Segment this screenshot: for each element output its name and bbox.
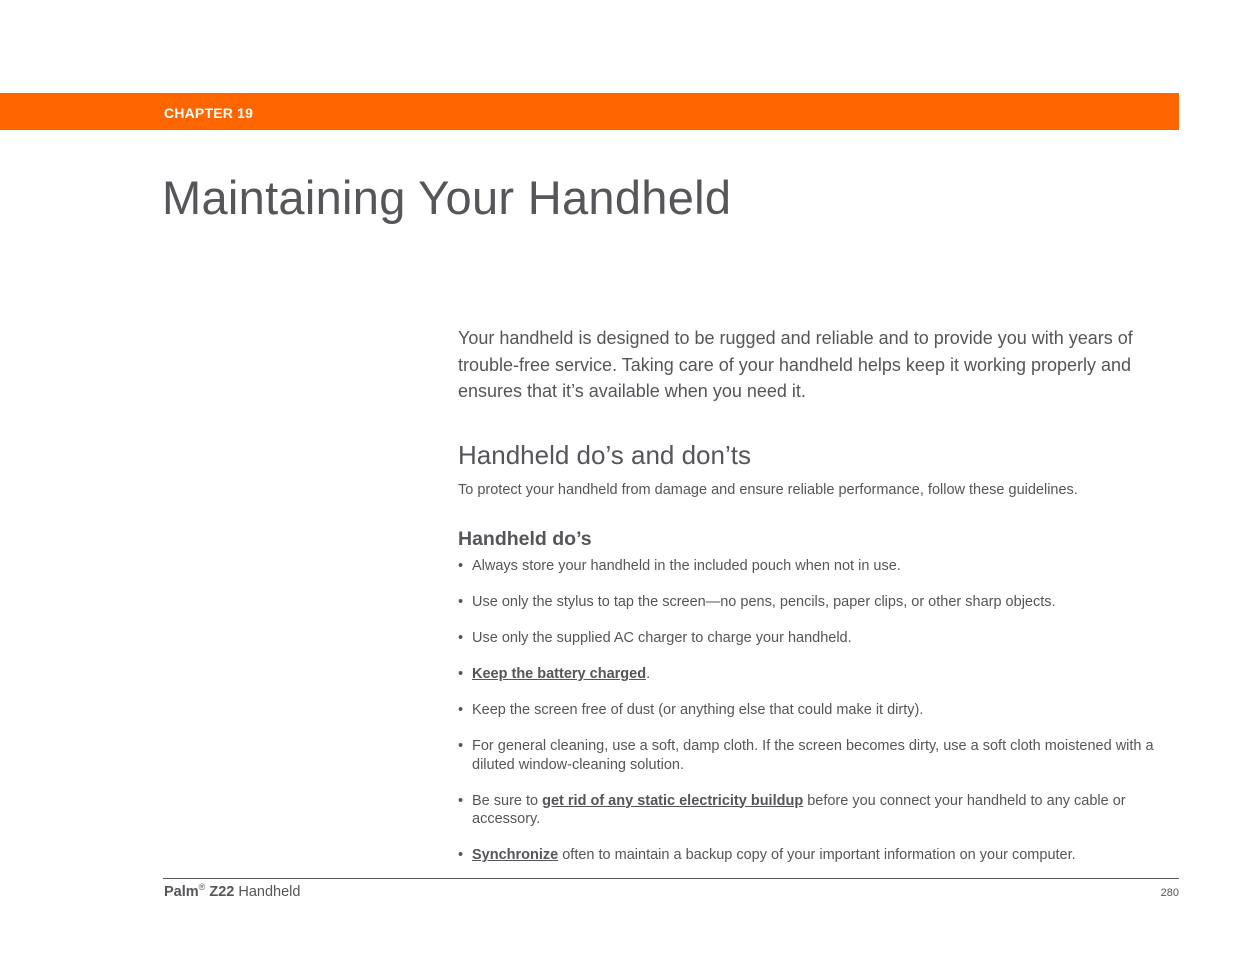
list-item-text: .: [646, 666, 651, 682]
list-item-text: For general cleaning, use a soft, damp cloth. If the screen becomes dirty, use a soft cloth moistened with a diluted window-cleaning solution.: [472, 738, 1154, 773]
page-number: 280: [1160, 887, 1179, 899]
static-electricity-link[interactable]: get rid of any static electricity buildup: [542, 792, 804, 809]
registered-mark: ®: [198, 882, 206, 893]
footer-product: [164, 884, 300, 900]
bullet-icon: •: [458, 702, 464, 718]
bullet-icon: •: [458, 594, 464, 610]
footer-product-name: Handheld: [238, 884, 301, 900]
list-item-text: Use only the supplied AC charger to charge your handheld.: [472, 630, 852, 646]
bullet-icon: •: [458, 792, 464, 809]
list-item: [458, 629, 1180, 648]
list-item-text: Use only the stylus to tap the screen—no pens, pencils, paper clips, or other sharp objects.: [472, 594, 1056, 610]
footer-model: Z22: [209, 884, 235, 900]
bullet-icon: •: [458, 666, 464, 682]
list-item: [458, 665, 1180, 684]
chapter-label: CHAPTER 19: [164, 105, 254, 121]
battery-charged-link[interactable]: Keep the battery charged: [472, 666, 647, 682]
list-item: [458, 701, 1180, 720]
list-item-text: before you connect your handheld to any cable or accessory.: [472, 792, 1126, 827]
list-item-text: Be sure to: [472, 792, 543, 809]
page-title: Maintaining Your Handheld: [162, 171, 732, 224]
list-item-text: Keep the screen free of dust (or anything else that could make it dirty).: [472, 702, 924, 718]
list-item: [458, 846, 1180, 865]
bullet-icon: •: [458, 630, 464, 646]
list-item: [458, 557, 1180, 576]
list-item: [458, 792, 1180, 829]
footer-brand: Palm: [164, 884, 199, 900]
dos-list: [458, 557, 1180, 882]
list-item: [458, 737, 1180, 774]
bullet-icon: •: [458, 847, 464, 863]
section-description: To protect your handheld from damage and ensure reliable performance, follow these guidelines.: [458, 482, 1078, 498]
bullet-icon: •: [458, 738, 464, 754]
list-item-text: often to maintain a backup copy of your important information on your computer.: [558, 847, 1076, 863]
list-item-text: Always store your handheld in the included pouch when not in use.: [472, 558, 901, 574]
list-item: [458, 593, 1180, 612]
dos-heading: Handheld do’s: [458, 528, 592, 550]
footer-divider: [163, 878, 1179, 879]
bullet-icon: •: [458, 558, 464, 574]
intro-paragraph: Your handheld is designed to be rugged and reliable and to provide you with years of trouble-free service. Taking care of your handheld helps keep it working properly and ensures that it’s available when you need it.: [458, 328, 1133, 401]
section-heading: Handheld do’s and don’ts: [458, 440, 751, 470]
synchronize-link[interactable]: Synchronize: [472, 847, 559, 863]
